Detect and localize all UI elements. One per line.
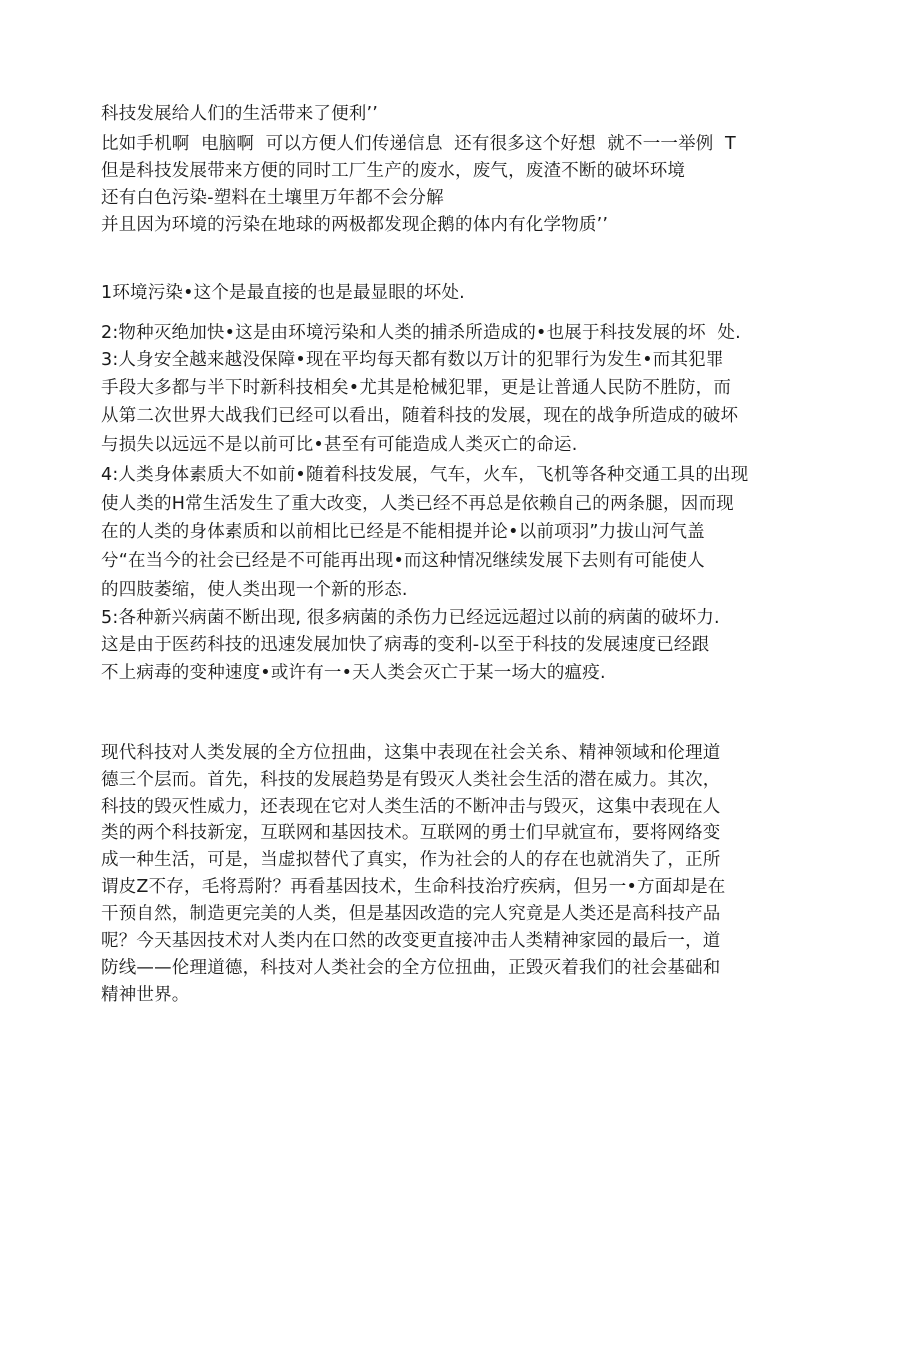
text-line: 科技发展给人们的生活带来了便利’’ bbox=[101, 104, 379, 124]
text-line: 干预自然，制造更完美的人类，但是基因改造的完人究竟是人类还是高科技产品 bbox=[101, 904, 721, 924]
text-line: 防线——伦理道德，科技对人类社会的全方位扭曲，正毁灭着我们的社会基础和 bbox=[101, 958, 721, 978]
text-line: 但是科技发展带来方便的同时工厂生产的废水，废气，废渣不断的破坏环境 bbox=[101, 161, 686, 181]
text-line: 与损失以远远不是以前可比•甚至有可能造成人类灭亡的命运. bbox=[101, 435, 578, 455]
text-line: 手段大多都与半下时新科技相矣•尤其是枪械犯罪，更是让普通人民防不胜防，而 bbox=[101, 378, 732, 398]
list-item: 4:人类身体素质大不如前•随着科技发展，气车，火车，飞机等各种交通工具的出现 bbox=[101, 465, 749, 485]
text-line: 谓皮Z不存，毛将焉附？再看基因技术，生命科技治疗疾病，但另一•方面却是在 bbox=[101, 877, 726, 897]
text-line: 呢？今天基因技术对人类内在口然的改变更直接冲击人类精神家园的最后一，道 bbox=[101, 931, 721, 951]
text-line: 并且因为环境的污染在地球的两极都发现企鹅的体内有化学物质’’ bbox=[101, 215, 609, 235]
text-line: 兮“在当今的社会已经是不可能再出现•而这种情况继续发展下去则有可能使人 bbox=[101, 551, 705, 571]
list-item: 5:各种新兴病菌不断出现, 很多病菌的杀伤力已经远远超过以前的病菌的破坏力. bbox=[101, 608, 720, 628]
list-item: 2:物种灭绝加快•这是由环境污染和人类的捕杀所造成的•也展于科技发展的坏 处. bbox=[101, 323, 741, 343]
text-line: 在的人类的身体素质和以前相比已经是不能相提并论•以前项羽”力拔山河气盖 bbox=[101, 522, 705, 542]
list-item: 3:人身安全越来越没保障•现在平均每天都有数以万计的犯罪行为发生•而其犯罪 bbox=[101, 350, 724, 370]
text-line: 还有白色污染-塑料在土壤里万年都不会分解 bbox=[101, 188, 444, 208]
text-line: 类的两个科技新宠，互联网和基因技术。互联网的勇士们早就宣布，要将网络变 bbox=[101, 823, 721, 843]
text-line: 从第二次世界大战我们已经可以看出，随着科技的发展，现在的战争所造成的破坏 bbox=[101, 406, 739, 426]
text-line: 科技的毁灭性威力，还表现在它对人类生活的不断冲击与毁灭，这集中表现在人 bbox=[101, 797, 721, 817]
text-line: 德三个层而。首先，科技的发展趋势是有毁灭人类社会生活的潜在威力。其次， bbox=[101, 770, 721, 790]
text-line: 比如手机啊 电脑啊 可以方便人们传递信息 还有很多这个好想 就不一一举例 T bbox=[101, 134, 736, 154]
text-line: 的四肢萎缩，使人类出现一个新的形态. bbox=[101, 580, 408, 600]
text-line: 成一种生活，可是，当虚拟替代了真实，作为社会的人的存在也就消失了，正所 bbox=[101, 850, 721, 870]
text-line: 使人类的H常生活发生了重大改变，人类已经不再总是依赖自己的两条腿，因而现 bbox=[101, 494, 734, 514]
list-item: 1环境污染•这个是最直接的也是最显眼的坏处. bbox=[101, 283, 465, 303]
text-line: 现代科技对人类发展的全方位扭曲，这集中表现在社会关糸、精神领域和伦理道 bbox=[101, 743, 721, 763]
text-line: 精神世界。 bbox=[101, 985, 190, 1005]
text-line: 这是由于医药科技的迅速发展加快了病毒的变利-以至于科技的发展速度已经跟 bbox=[101, 635, 710, 655]
text-line: 不上病毒的变种速度•或许有一•天人类会灭亡于某一场大的瘟疫. bbox=[101, 663, 606, 683]
